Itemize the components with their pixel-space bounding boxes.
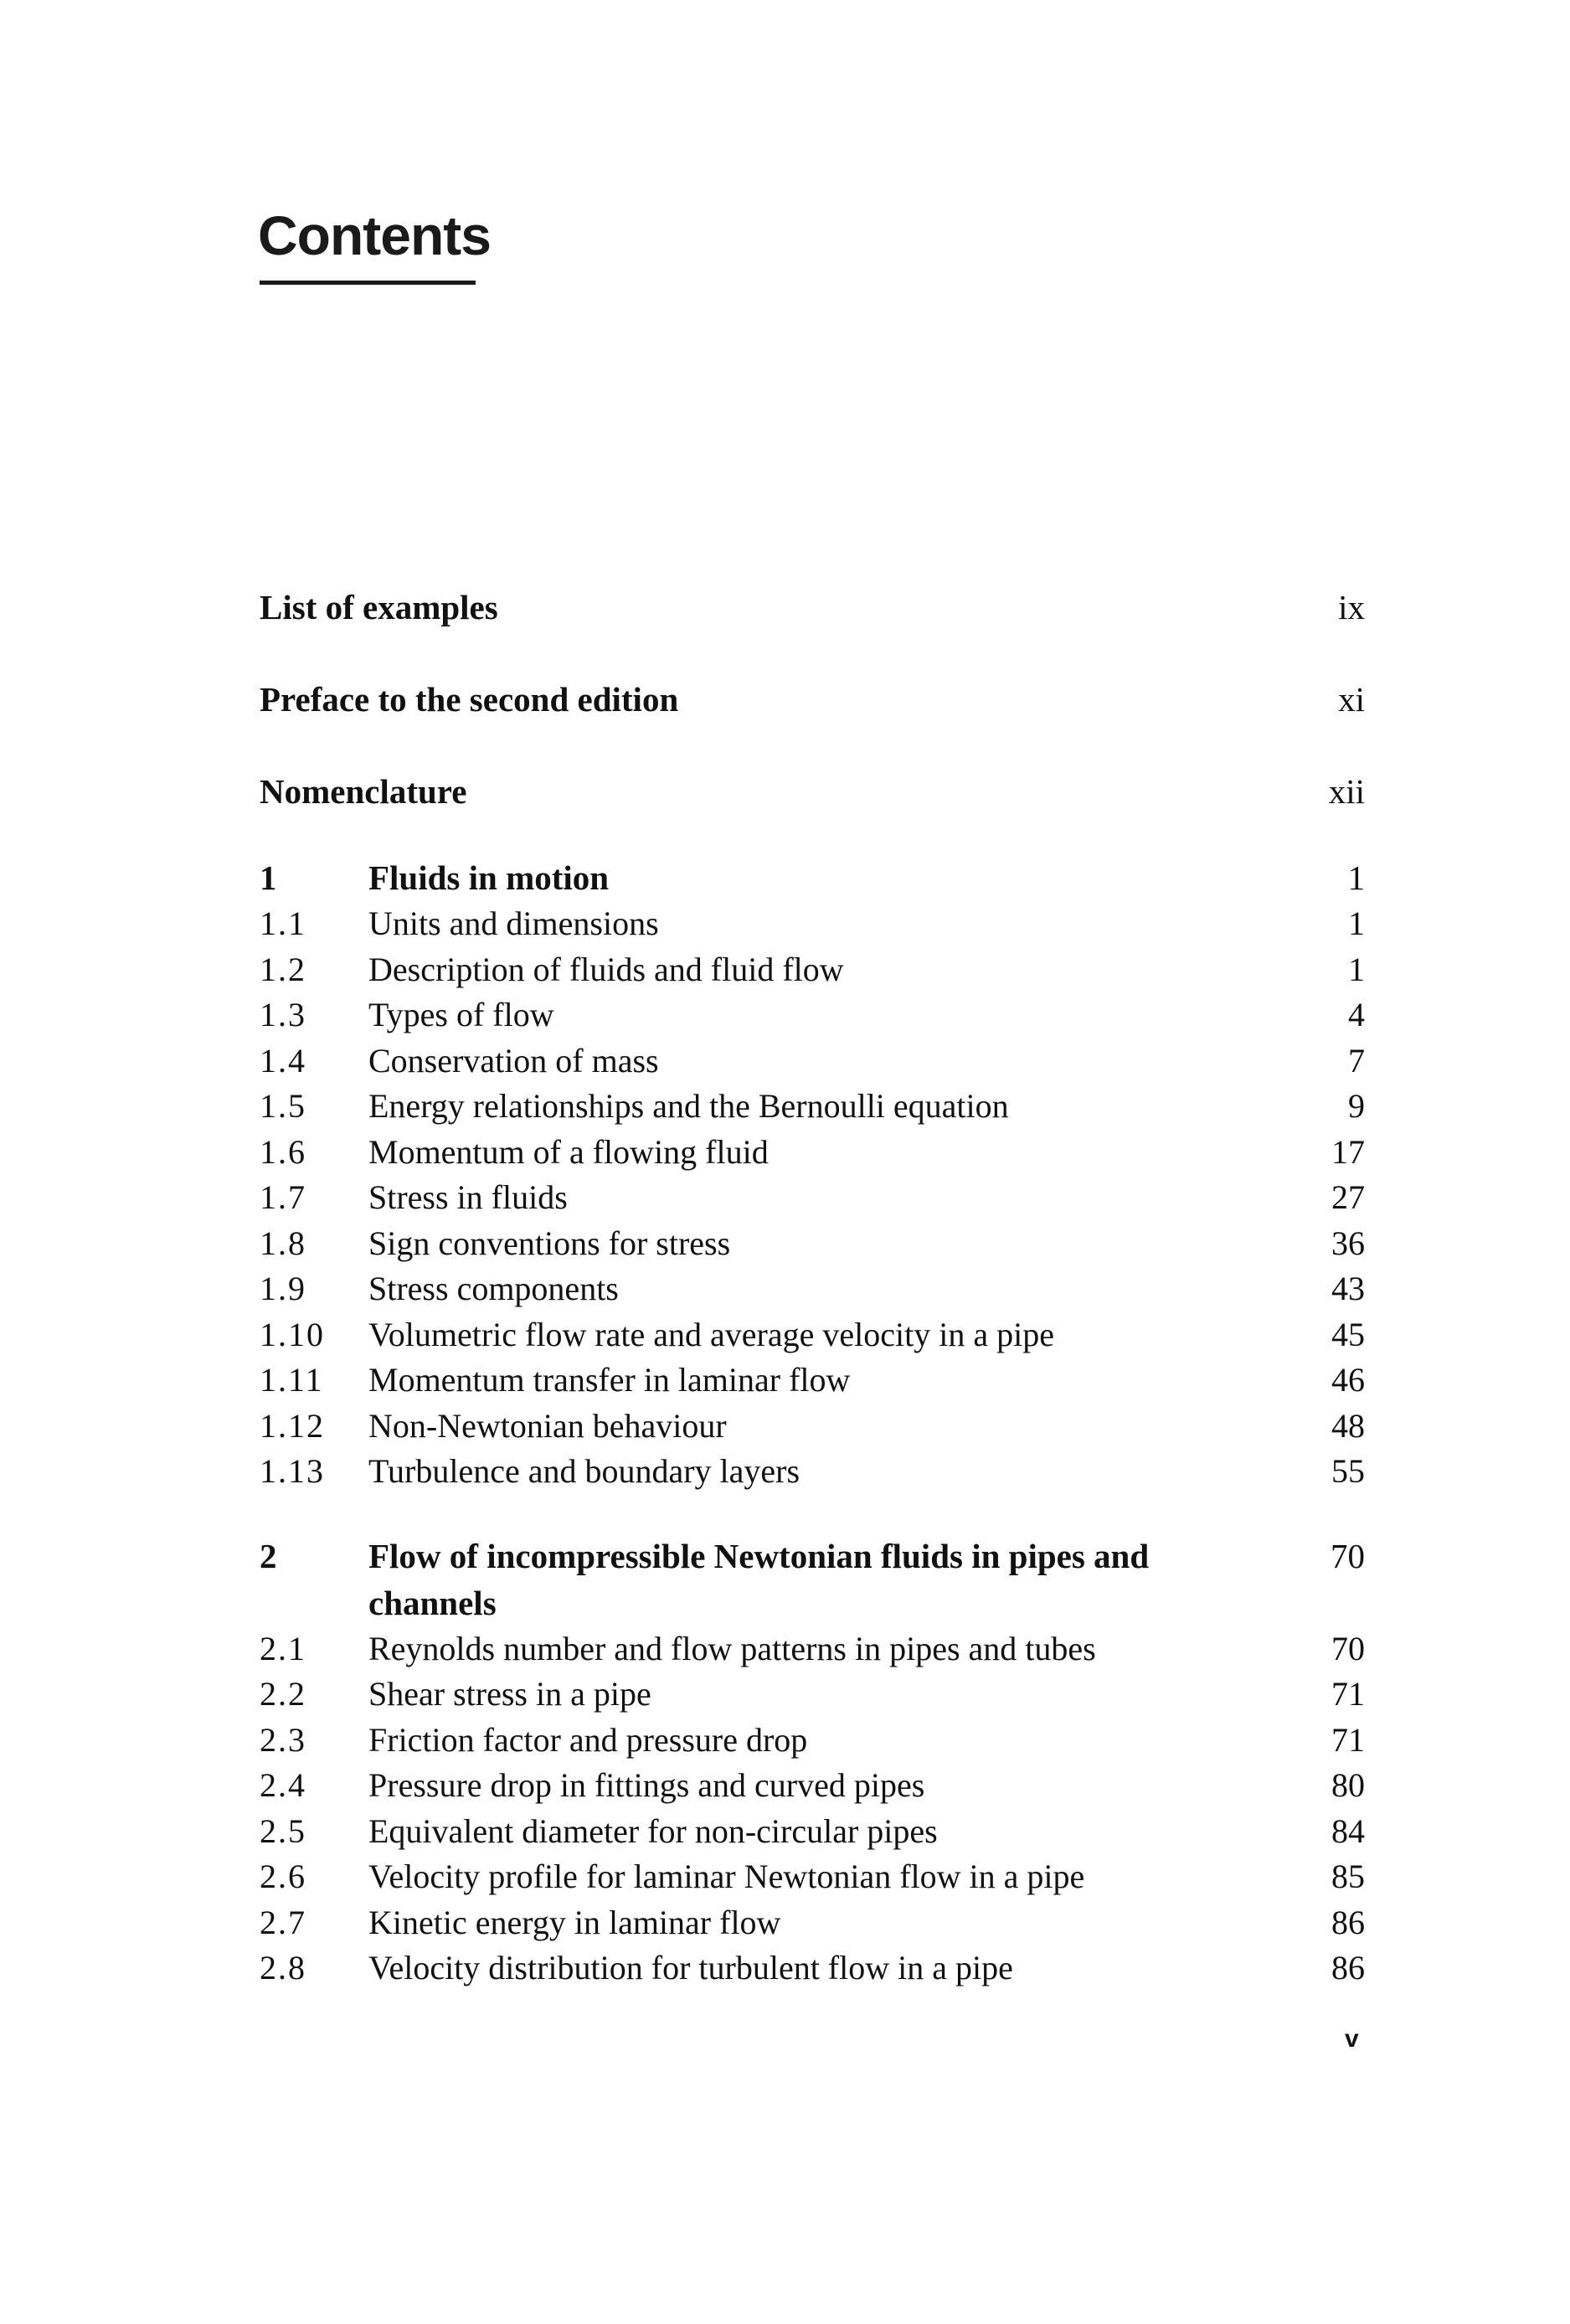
section-title: Velocity distribution for turbulent flow in a pipe [368,1949,1013,1986]
section-number: 1.6 [260,1132,306,1171]
section-title: Equivalent diameter for non-circular pipes [368,1811,938,1850]
page-number: v [1345,2025,1359,2053]
section-title: Turbulence and boundary layers [368,1452,800,1490]
section-page: 84 [1331,1811,1365,1850]
section-page: 27 [1331,1178,1365,1216]
chapter-title: Flow of incompressible Newtonian fluids in pipes and channels [368,1536,1150,1622]
toc-entry-page: ix [1338,588,1365,626]
front-matter-list [260,578,1365,854]
section-title: Sign conventions for stress [368,1224,731,1262]
section-number: 1.1 [260,904,306,942]
chapter-number: 1 [260,858,277,897]
section-page: 17 [1331,1132,1365,1171]
table-of-contents [260,578,1365,1992]
section-page: 7 [1348,1041,1365,1080]
section-number: 1.10 [260,1315,325,1353]
section-entry[interactable] [260,1266,1365,1312]
section-number: 1.5 [260,1087,306,1125]
section-number: 2.4 [260,1766,306,1804]
chapter-heading[interactable] [260,1533,1365,1626]
section-title: Units and dimensions [368,904,659,942]
section-page: 85 [1331,1858,1365,1895]
section-page: 46 [1331,1361,1365,1399]
section-entry[interactable] [260,1038,1365,1085]
section-page: 80 [1331,1766,1365,1804]
section-entry[interactable] [260,1672,1365,1718]
section-number: 1.8 [260,1224,306,1262]
toc-entry[interactable] [260,578,1365,670]
chapter-block [260,854,1365,1495]
section-page: 55 [1331,1452,1365,1490]
section-number: 2.2 [260,1675,306,1713]
section-entry[interactable] [260,1763,1365,1809]
section-page: 1 [1348,950,1365,988]
section-page: 86 [1331,1903,1365,1941]
toc-entry-label: Preface to the second edition [260,680,679,719]
section-title: Kinetic energy in laminar flow [368,1903,781,1941]
section-number: 1.7 [260,1178,306,1216]
section-entry[interactable] [260,992,1365,1038]
section-entry[interactable] [260,1626,1365,1672]
section-page: 71 [1331,1675,1365,1713]
toc-entry-page: xii [1328,772,1365,811]
chapter-page: 70 [1331,1536,1365,1575]
section-entry[interactable] [260,1130,1365,1176]
section-title: Volumetric flow rate and average velocity in a pipe [368,1315,1054,1353]
section-title: Pressure drop in fittings and curved pipes [368,1766,925,1804]
section-number: 1.2 [260,950,306,988]
section-entry[interactable] [260,1854,1365,1900]
section-title: Types of flow [368,996,554,1033]
section-title: Conservation of mass [368,1041,659,1080]
section-entry[interactable] [260,1945,1365,1992]
section-number: 2.6 [260,1858,306,1895]
section-entry[interactable] [260,1404,1365,1450]
section-entry[interactable] [260,1449,1365,1495]
section-entry[interactable] [260,1718,1365,1764]
toc-entry[interactable] [260,670,1365,762]
section-number: 1.3 [260,996,306,1033]
section-page: 1 [1348,904,1365,942]
toc-entry[interactable] [260,762,1365,854]
section-number: 1.9 [260,1270,306,1307]
chapter-title: Fluids in motion [368,858,610,897]
section-title: Stress components [368,1270,619,1307]
section-number: 2.1 [260,1629,306,1667]
section-entry[interactable] [260,1084,1365,1130]
chapter-number: 2 [260,1536,277,1575]
section-title: Reynolds number and flow patterns in pipes and tubes [368,1629,1096,1667]
chapter-list [260,854,1365,1992]
toc-entry-label: Nomenclature [260,772,467,811]
chapter-block [260,1533,1365,1992]
section-title: Friction factor and pressure drop [368,1720,808,1759]
section-title: Energy relationships and the Bernoulli equation [368,1087,1009,1125]
section-page: 71 [1331,1720,1365,1759]
section-number: 2.5 [260,1811,306,1850]
chapter-page: 1 [1347,858,1365,897]
toc-entry-page: xi [1338,680,1365,719]
section-page: 86 [1331,1949,1365,1986]
section-number: 2.7 [260,1903,306,1941]
section-title: Description of fluids and fluid flow [368,950,844,988]
section-entry[interactable] [260,1312,1365,1358]
section-title: Stress in fluids [368,1178,568,1216]
section-number: 1.13 [260,1452,325,1490]
section-entry[interactable] [260,947,1365,993]
section-number: 1.12 [260,1406,325,1445]
section-number: 2.3 [260,1720,306,1759]
section-number: 2.8 [260,1949,306,1986]
section-number: 1.11 [260,1361,324,1399]
section-title: Momentum of a flowing fluid [368,1132,769,1171]
section-page: 9 [1348,1087,1365,1125]
section-entry[interactable] [260,1221,1365,1267]
section-page: 43 [1331,1270,1365,1307]
section-page: 45 [1331,1315,1365,1353]
section-number: 1.4 [260,1041,306,1080]
section-entry[interactable] [260,1358,1365,1404]
section-page: 36 [1331,1224,1365,1262]
page-title: Contents [258,204,491,266]
section-page: 48 [1331,1406,1365,1445]
section-entry[interactable] [260,1900,1365,1946]
section-page: 4 [1348,996,1365,1033]
section-page: 70 [1331,1629,1365,1667]
toc-entry-label: List of examples [260,588,498,626]
section-entry[interactable] [260,1809,1365,1855]
title-underline [260,281,476,285]
section-entry[interactable] [260,1175,1365,1221]
section-title: Momentum transfer in laminar flow [368,1361,851,1399]
section-entry[interactable] [260,901,1365,947]
section-title: Shear stress in a pipe [368,1675,651,1713]
section-title: Non-Newtonian behaviour [368,1406,727,1445]
section-title: Velocity profile for laminar Newtonian flow in a pipe [368,1858,1085,1895]
chapter-heading[interactable] [260,854,1365,901]
